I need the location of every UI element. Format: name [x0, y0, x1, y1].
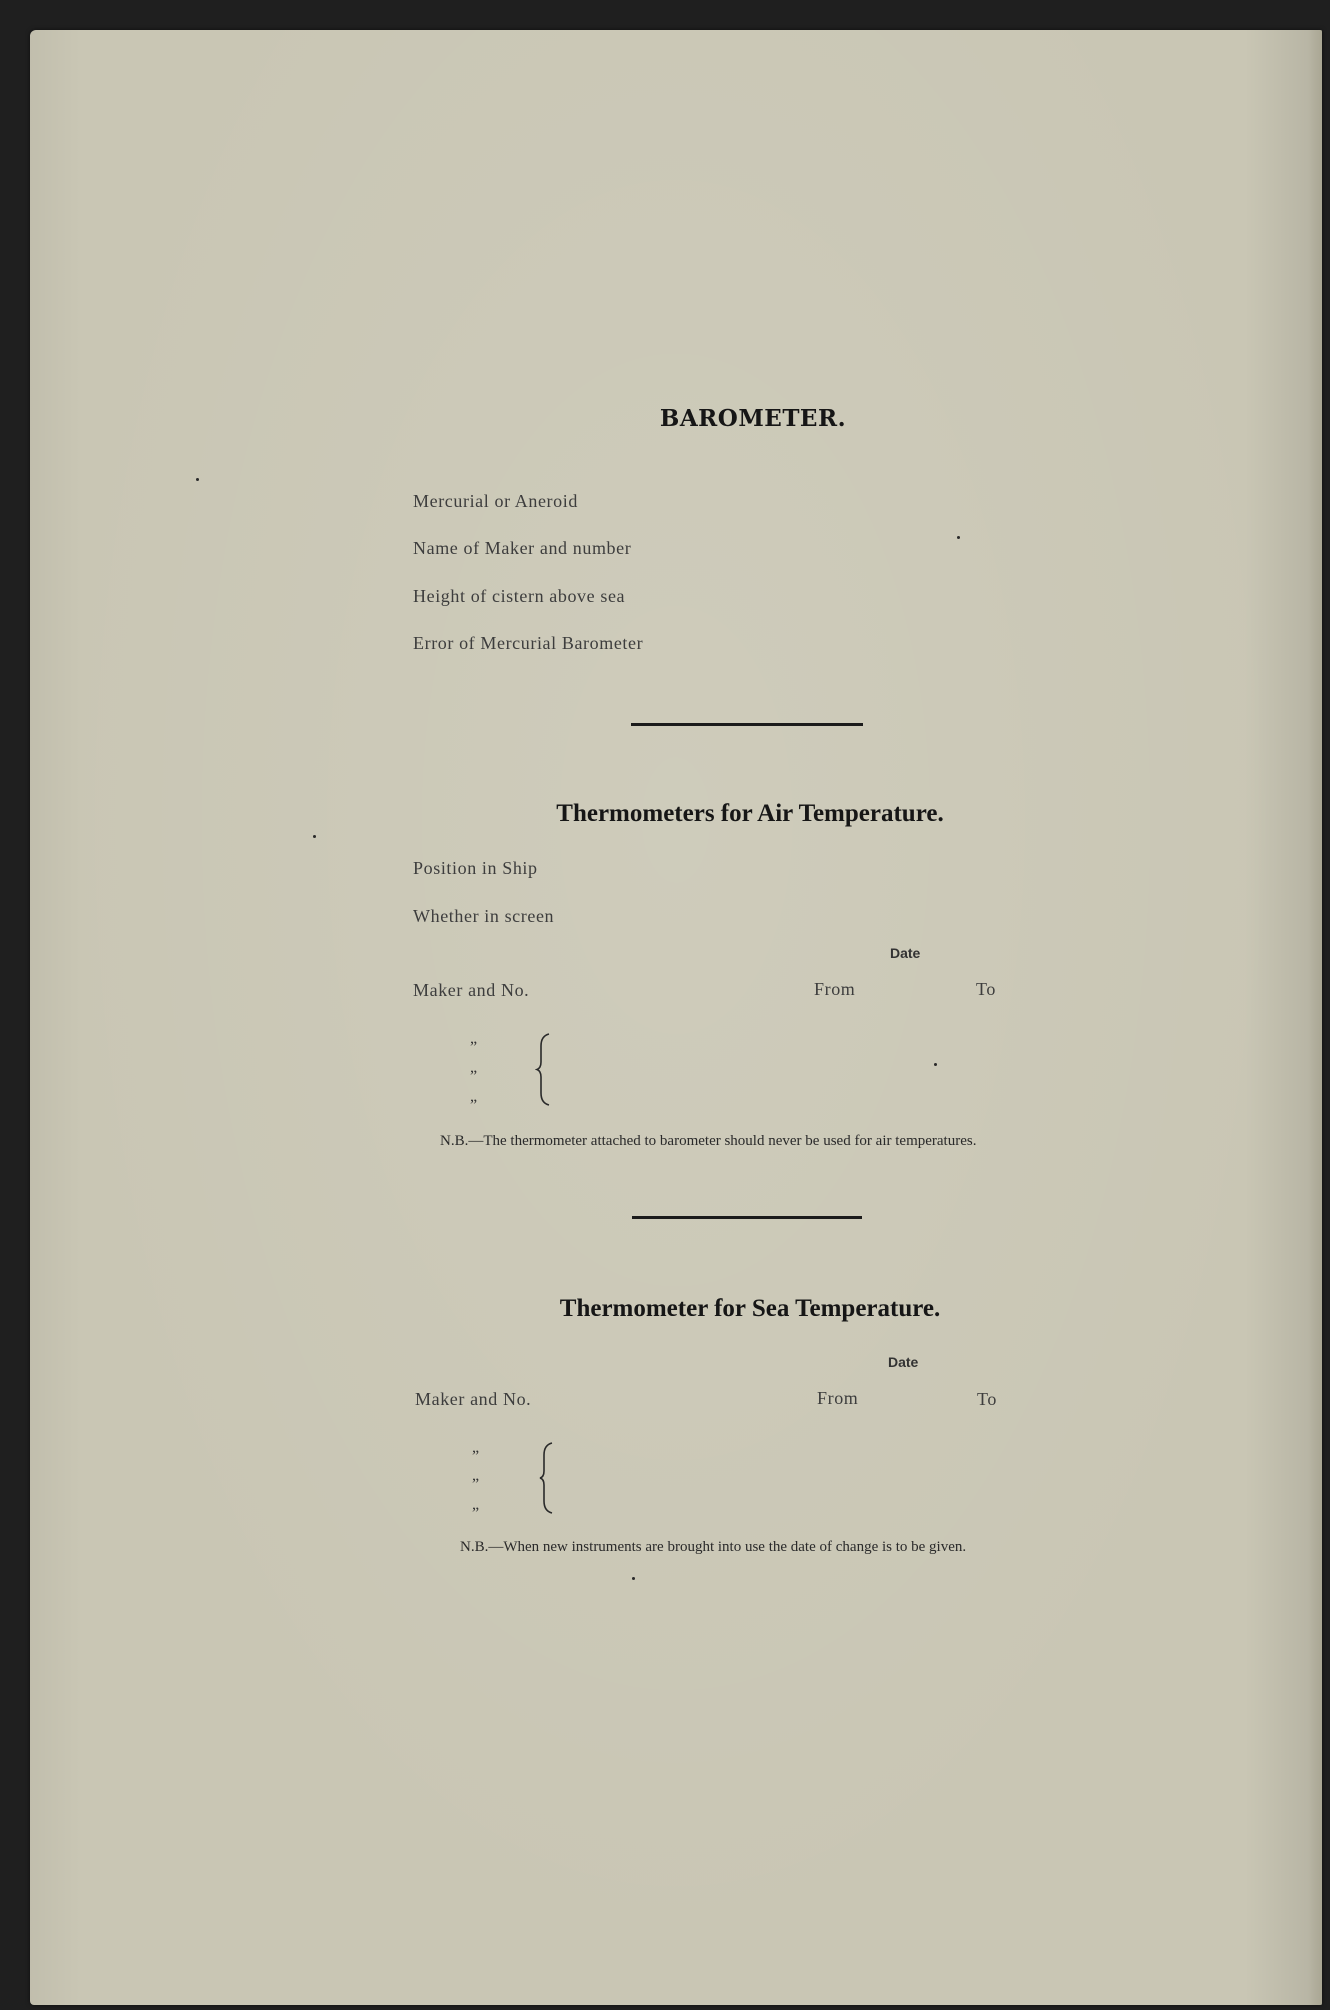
paper-speck	[196, 478, 199, 481]
sea-thermometer-heading: Thermometer for Sea Temperature.	[559, 1295, 941, 1322]
air-ditto-mark: ”	[470, 1039, 478, 1056]
air-maker-label: Maker and No.	[413, 980, 530, 1000]
air-date-label: Date	[890, 945, 921, 961]
air-to-label: To	[976, 979, 996, 999]
air-note: N.B.—The thermometer attached to barometer should never be used for air temperatures.	[440, 1133, 977, 1149]
field-barometer-error: Error of Mercurial Barometer	[413, 633, 644, 653]
air-from-label: From	[814, 979, 856, 999]
sea-brace-icon	[538, 1441, 558, 1515]
field-cistern-height: Height of cistern above sea	[413, 586, 626, 606]
air-ditto-mark: ”	[470, 1097, 478, 1114]
section-divider	[632, 1216, 862, 1219]
field-maker-and-number: Name of Maker and number	[413, 538, 632, 558]
form-page	[30, 30, 1322, 2005]
paper-speck	[632, 1577, 635, 1580]
sea-to-label: To	[977, 1389, 997, 1409]
paper-speck	[957, 536, 960, 539]
sea-maker-label: Maker and No.	[415, 1389, 532, 1409]
page-edge-shading	[1308, 30, 1322, 2005]
air-brace-icon	[535, 1032, 555, 1107]
sea-ditto-mark: ”	[472, 1448, 480, 1465]
barometer-heading: BAROMETER.	[659, 405, 847, 432]
paper-speck	[934, 1063, 937, 1066]
field-mercurial-or-aneroid: Mercurial or Aneroid	[413, 491, 578, 511]
sea-date-label: Date	[888, 1354, 919, 1370]
air-ditto-mark: ”	[470, 1068, 478, 1085]
field-whether-in-screen: Whether in screen	[413, 906, 555, 926]
sea-from-label: From	[817, 1388, 859, 1408]
paper-speck	[313, 835, 316, 838]
sea-ditto-mark: ”	[472, 1476, 480, 1493]
field-position-in-ship: Position in Ship	[413, 858, 538, 878]
section-divider	[631, 723, 863, 726]
sea-note: N.B.—When new instruments are brought into use the date of change is to be given.	[460, 1539, 967, 1555]
sea-ditto-mark: ”	[472, 1505, 480, 1522]
air-thermometers-heading: Thermometers for Air Temperature.	[556, 800, 944, 827]
